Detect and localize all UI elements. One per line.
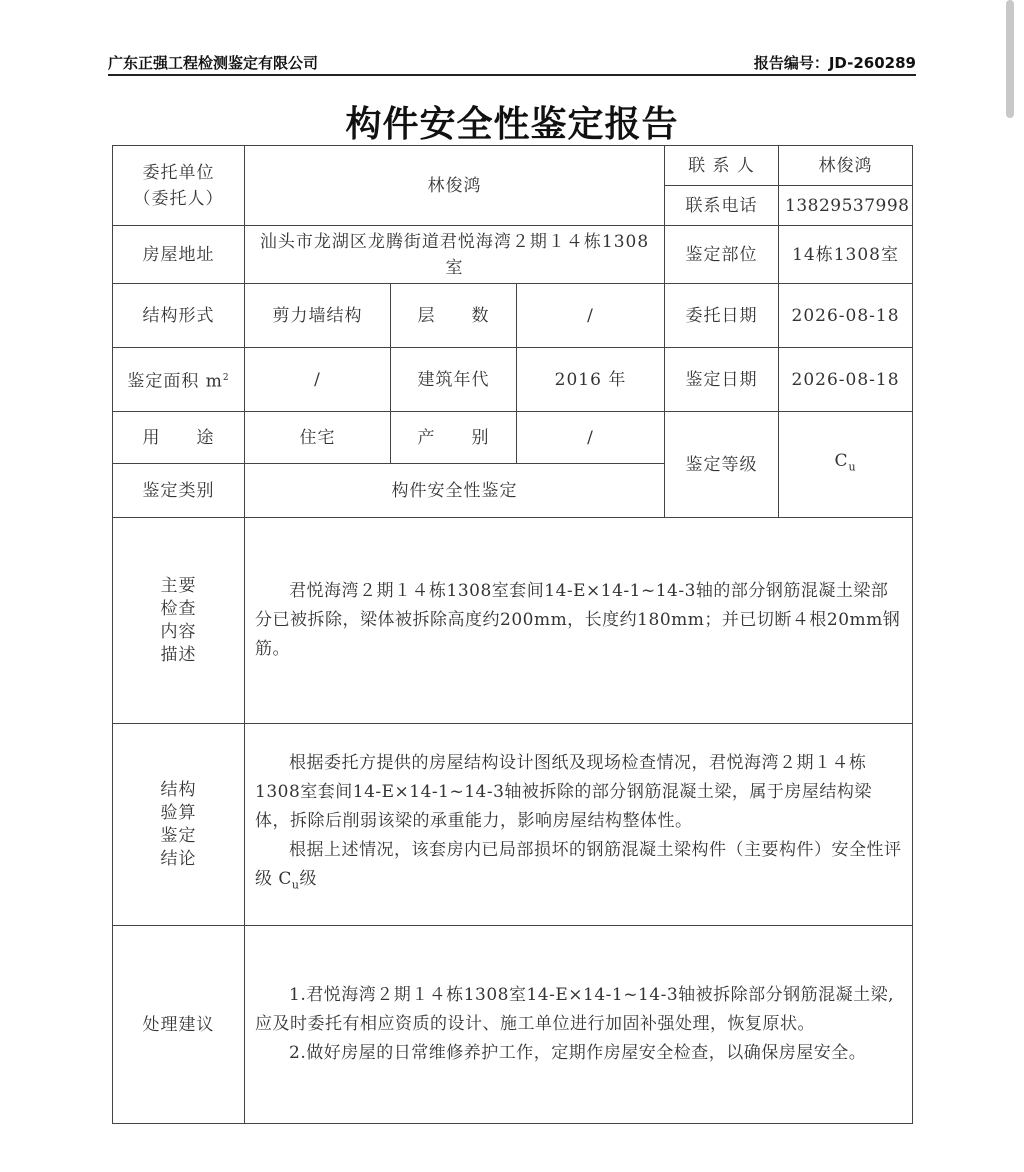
report-title: 构件安全性鉴定报告 [345, 104, 679, 145]
inspection-text [245, 518, 913, 724]
phone-label: 联系电话 [665, 186, 779, 226]
conclusion-p2-prefix: 根据上述情况，该套房内已局部损坏的钢筋混凝土梁构件（主要构件）安全性评级 C [255, 840, 902, 890]
appraisal-date-value: 2026-08-18 [779, 348, 913, 412]
inspection-paragraph: 君悦海湾２期１４栋1308室套间14-E×14-1~14-3轴的部分钢筋混凝土梁部分已被拆除，梁体被拆除高度约200mm，长度约180mm；并已切断４根20mm钢筋。 [255, 581, 901, 659]
advice-item-1: 1.君悦海湾２期１４栋1308室14-E×14-1~14-3轴被拆除部分钢筋混凝土梁,应及时委托有相应资质的设计、施工单位进行加固补强处理，恢复原状。 [255, 985, 895, 1034]
grade-value-text: C [834, 451, 849, 472]
category-label: 鉴定类别 [113, 464, 245, 518]
floors-value: / [517, 284, 665, 348]
advice-item-2: 2.做好房屋的日常维修养护工作，定期作房屋安全检查，以确保房屋安全。 [289, 1043, 867, 1063]
property-label: 产 别 [391, 412, 517, 464]
property-value: / [517, 412, 665, 464]
floors-label: 层 数 [391, 284, 517, 348]
conclusion-label [113, 724, 245, 926]
area-label-sup: 2 [222, 372, 230, 383]
report-number [754, 52, 916, 73]
advice-text [245, 926, 913, 1124]
report-number-value: JD-260289 [828, 54, 916, 72]
advice-label: 处理建议 [113, 926, 245, 1124]
grade-label: 鉴定等级 [665, 412, 779, 518]
scrollbar-thumb[interactable] [1006, 0, 1014, 118]
structure-label: 结构形式 [113, 284, 245, 348]
area-value: / [245, 348, 391, 412]
conclusion-paragraph-2 [255, 836, 902, 899]
entrust-date-label: 委托日期 [665, 284, 779, 348]
inspection-label-1: 主要 [160, 575, 197, 596]
conclusion-paragraph-1: 根据委托方提供的房屋结构设计图纸及现场检查情况，君悦海湾２期１４栋1308室套间14-E×14-1~14-3轴被拆除的部分钢筋混凝土梁，属于房屋结构梁体，拆除后削弱该梁的承重能力，影响房屋结构整体性。 [255, 753, 872, 832]
structure-value: 剪力墙结构 [245, 284, 391, 348]
part-value: 14栋1308室 [779, 226, 913, 284]
part-label: 鉴定部位 [665, 226, 779, 284]
inspection-label [113, 518, 245, 724]
report-number-label: 报告编号： [753, 54, 829, 72]
area-label-text: 鉴定面积 m [127, 371, 223, 392]
year-label: 建筑年代 [391, 348, 517, 412]
conclusion-text [245, 724, 913, 926]
area-label [113, 348, 245, 412]
use-label: 用 途 [113, 412, 245, 464]
company-name: 广东正强工程检测鉴定有限公司 [108, 54, 319, 72]
conclusion-label-4: 结论 [160, 848, 197, 869]
conclusion-label-1: 结构 [160, 779, 197, 800]
grade-value-sub: u [848, 460, 857, 474]
client-value: 林俊鸿 [245, 146, 665, 226]
category-value: 构件安全性鉴定 [245, 464, 665, 518]
inspection-label-3: 内容 [160, 621, 197, 642]
conclusion-label-2: 验算 [160, 802, 197, 823]
year-value: 2016 年 [517, 348, 665, 412]
client-label [113, 146, 245, 226]
appraisal-date-label: 鉴定日期 [665, 348, 779, 412]
appraisal-table [112, 145, 913, 1124]
grade-value [779, 412, 913, 518]
phone-value: 13829537998 [779, 186, 913, 226]
address-value: 汕头市龙湖区龙腾街道君悦海湾２期１４栋1308室 [245, 226, 665, 284]
conclusion-p2-suffix: 级 [299, 869, 318, 890]
conclusion-label-3: 鉴定 [160, 825, 197, 846]
inspection-label-2: 检查 [160, 598, 197, 619]
contact-value: 林俊鸿 [779, 146, 913, 186]
contact-label: 联 系 人 [665, 146, 779, 186]
document-header [108, 50, 916, 76]
address-label: 房屋地址 [113, 226, 245, 284]
client-label-line1: 委托单位 [142, 162, 215, 183]
client-label-line2: （委托人） [133, 188, 224, 209]
inspection-label-4: 描述 [160, 644, 197, 665]
use-value: 住宅 [245, 412, 391, 464]
entrust-date-value: 2026-08-18 [779, 284, 913, 348]
conclusion-p2-sub: u [291, 878, 300, 892]
